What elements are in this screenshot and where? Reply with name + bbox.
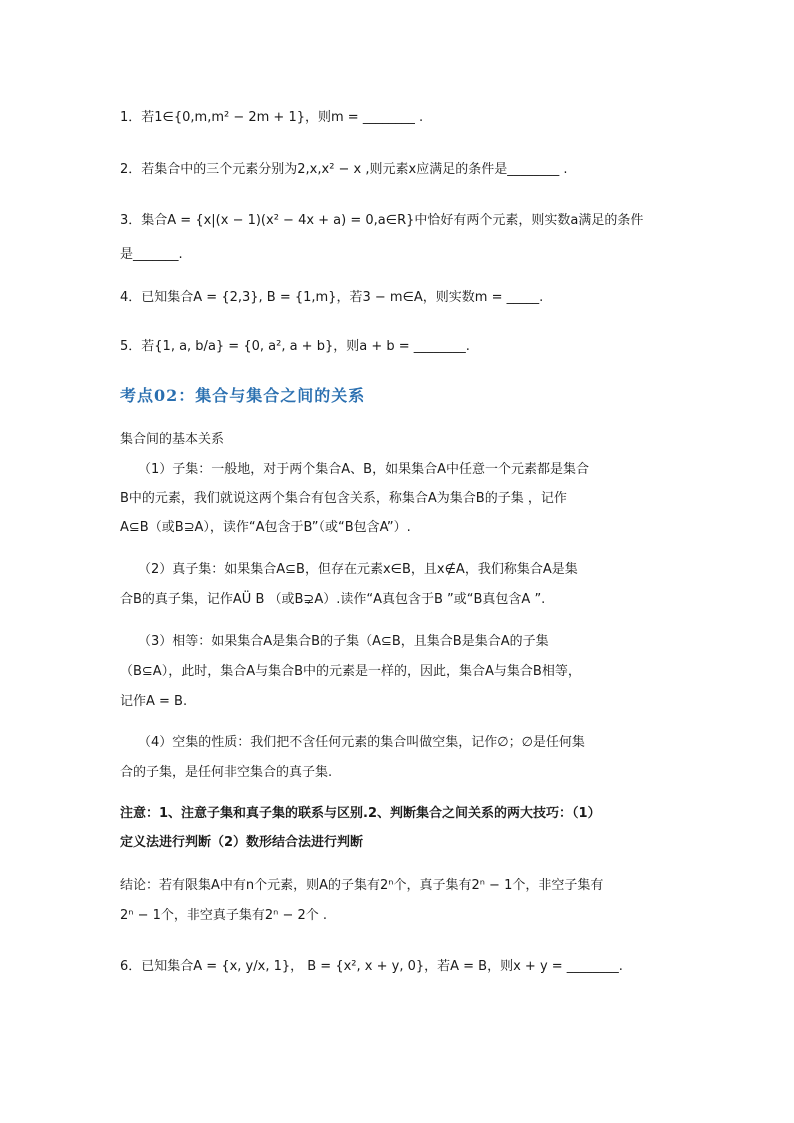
paragraph-1-line-1: （1）子集：一般地，对于两个集合A、B，如果集合A中任意一个元素都是集合 bbox=[138, 462, 589, 477]
conclusion-line-2: 2ⁿ − 1个，非空真子集有2ⁿ − 2个 . bbox=[120, 908, 328, 923]
question-3-line-2: 是_______. bbox=[120, 247, 183, 262]
subheading: 集合间的基本关系 bbox=[120, 432, 225, 447]
note-line-2: 定义法进行判断（2）数形结合法进行判断 bbox=[120, 835, 364, 850]
paragraph-4-line-2: 合的子集，是任何非空集合的真子集. bbox=[120, 765, 333, 780]
paragraph-3-line-1: （3）相等：如果集合A是集合B的子集（A⊆B，且集合B是集合A的子集 bbox=[138, 634, 549, 649]
question-3-line-1: 3．集合A = {x|(x − 1)(x² − 4x + a) = 0,a∈R}中恰好有两个元素，则实数a满足的条件 bbox=[120, 213, 644, 228]
question-5: 5．若{1, a, b/a} = {0, a², a + b}，则a + b = ________. bbox=[120, 339, 470, 354]
paragraph-1-line-3: A⊆B（或B⊇A），读作“A包含于B”（或“B包含A”）. bbox=[120, 520, 411, 535]
question-6: 6．已知集合A = {x, y/x, 1}， B = {x², x + y, 0}，若A = B，则x + y = ________. bbox=[120, 959, 623, 974]
paragraph-2-line-2: 合B的真子集，记作AÜ B （或B⊋A）.读作“A真包含于B ”或“B真包含A ”. bbox=[120, 592, 546, 607]
paragraph-3-line-2: （B⊆A），此时，集合A与集合B中的元素是一样的，因此，集合A与集合B相等， bbox=[120, 664, 581, 679]
conclusion-line-1: 结论：若有限集A中有n个元素，则A的子集有2ⁿ个，真子集有2ⁿ − 1个，非空子集有 bbox=[120, 878, 604, 893]
question-2: 2．若集合中的三个元素分别为2,x,x² − x ,则元素x应满足的条件是________ . bbox=[120, 162, 568, 177]
note-line-1: 注意：1、注意子集和真子集的联系与区别.2、判断集合之间关系的两大技巧：（1） bbox=[120, 806, 601, 821]
paragraph-2-line-1: （2）真子集：如果集合A⊆B，但存在元素x∈B，且x∉A，我们称集合A是集 bbox=[138, 562, 578, 577]
question-1: 1．若1∈{0,m,m² − 2m + 1}，则m = ________ . bbox=[120, 110, 424, 125]
paragraph-4-line-1: （4）空集的性质：我们把不含任何元素的集合叫做空集，记作∅；∅是任何集 bbox=[138, 735, 585, 750]
section-heading: 考点02：集合与集合之间的关系 bbox=[120, 386, 366, 405]
question-4: 4．已知集合A = {2,3}, B = {1,m}，若3 − m∈A，则实数m = _____. bbox=[120, 290, 544, 305]
paragraph-1-line-2: B中的元素，我们就说这两个集合有包含关系，称集合A为集合B的子集 ，记作 bbox=[120, 491, 567, 506]
paragraph-3-line-3: 记作A = B. bbox=[120, 694, 188, 709]
